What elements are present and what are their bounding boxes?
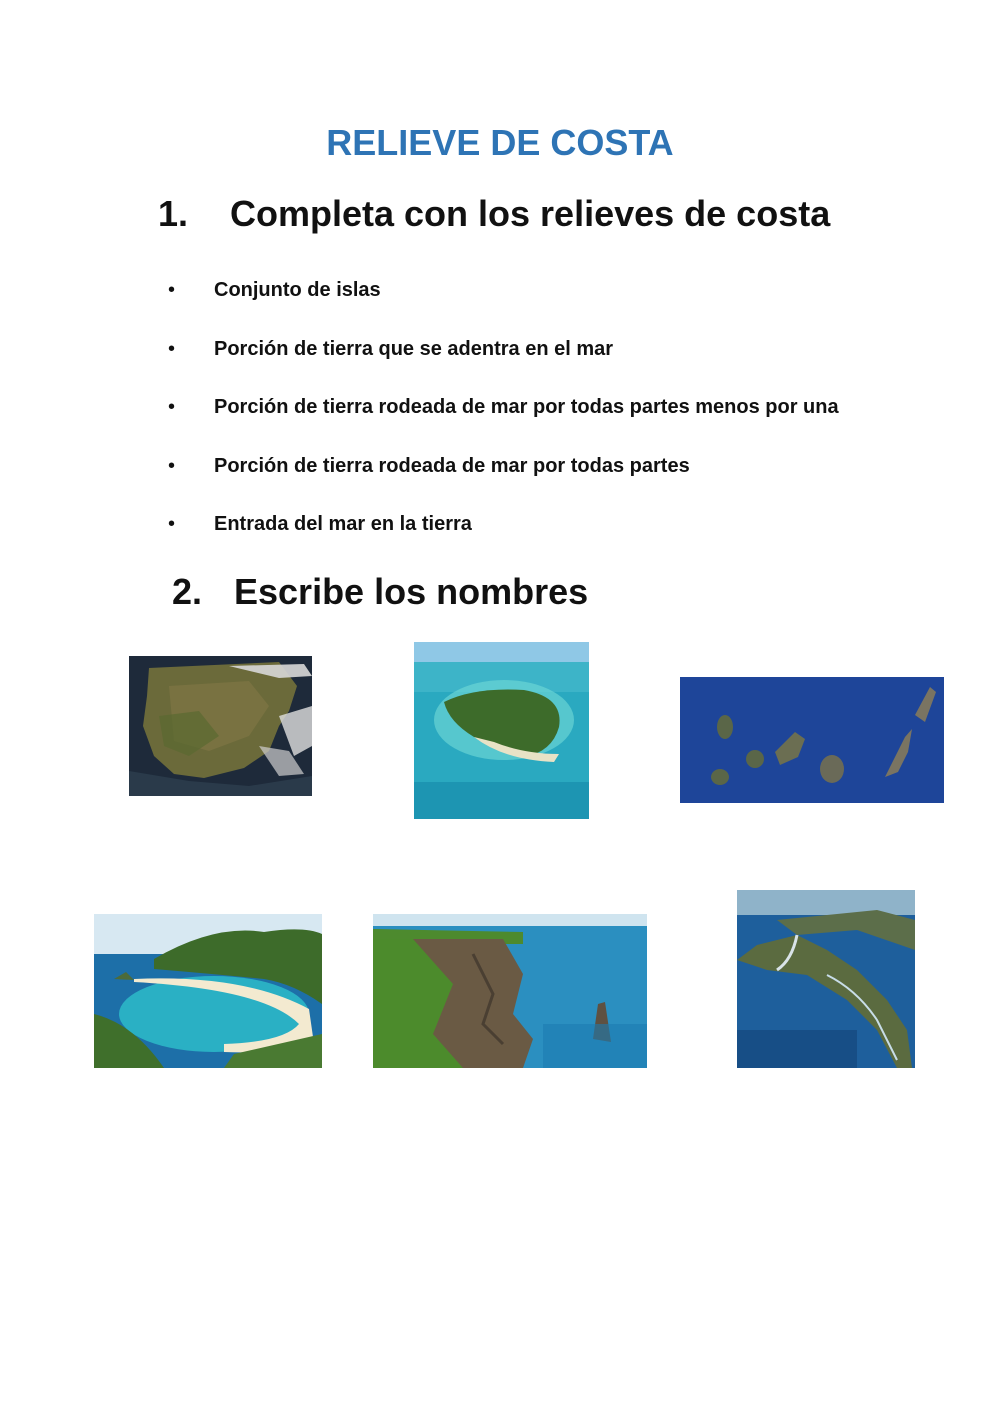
peninsula-satellite-image: [129, 656, 312, 796]
section-2-number: 2.: [172, 571, 203, 612]
archipelago-satellite-image: [680, 677, 944, 803]
list-item: Porción de tierra rodeada de mar por todas partes: [214, 455, 690, 477]
bullet-icon: •: [168, 513, 176, 535]
list-item: Entrada del mar en la tierra: [214, 513, 472, 535]
page-title: RELIEVE DE COSTA: [326, 122, 674, 163]
cliff-image: [373, 914, 647, 1068]
bullet-icon: •: [168, 279, 176, 301]
list-item: Porción de tierra que se adentra en el mar: [214, 338, 614, 360]
bullet-icon: •: [168, 396, 176, 418]
section-1-number: 1.: [158, 193, 189, 234]
section-2-heading: Escribe los nombres: [234, 571, 589, 612]
list-item: Porción de tierra rodeada de mar por todas partes menos por una: [214, 396, 839, 418]
island-image: [414, 642, 589, 819]
list-item: Conjunto de islas: [214, 279, 381, 301]
bullet-icon: •: [168, 338, 176, 360]
bay-image: [94, 914, 322, 1068]
bullet-icon: •: [168, 455, 176, 477]
section-1-heading: Completa con los relieves de costa: [230, 193, 831, 234]
cape-image: [737, 890, 915, 1068]
